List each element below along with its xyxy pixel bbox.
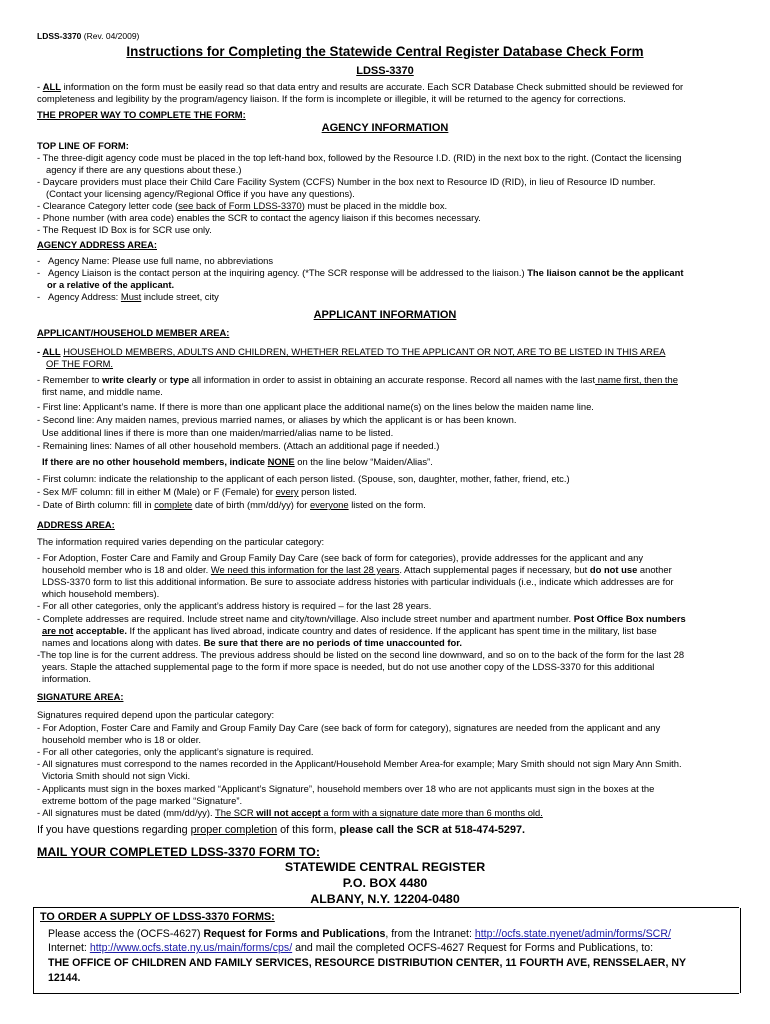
agency-address-2c: or a relative of the applicant. (47, 279, 175, 290)
household-1-text: HOUSEHOLD MEMBERS, ADULTS AND CHILDREN, WHETHER RELATED TO THE APPLICANT OR NOT, ARE TO BE LISTED IN THIS AREA (63, 346, 666, 357)
mail-heading: MAIL YOUR COMPLETED LDSS-3370 FORM TO: (37, 845, 320, 859)
address-1c: LDSS-3370 form to list this additional information. Be sure to associate address histories with particular individuals (i.e., indicate which addresses are for (42, 576, 674, 587)
order-heading: TO ORDER A SUPPLY OF LDSS-3370 FORMS: (40, 911, 275, 923)
address-1d: which household members). (42, 588, 160, 599)
address-4b: years. Staple the attached supplemental page to the form if more space is needed, but do not use another copy of the LDSS-3370 for this additional (42, 661, 655, 672)
agency-item-3-underline: see back of Form LDSS-3370 (178, 200, 302, 211)
household-2e: all information in order to assist in obtaining an accurate response. Record all names with the last (189, 374, 596, 385)
household-2a: - Remember to (37, 374, 103, 385)
address-3-are-not: are not (42, 625, 74, 636)
intro-text-1: information on the form must be easily read so that data entry and results are accurate. Each SCR Database Check submitted should be reviewed for (63, 81, 684, 92)
questions-phone: please call the SCR at 518-474-5297. (339, 824, 525, 836)
order-1c: , from the Intranet: (385, 928, 475, 940)
mail-line-2: P.O. BOX 4480 (342, 876, 428, 890)
revision: (Rev. 04/2009) (83, 31, 140, 41)
page-title: Instructions for Completing the Statewide Central Register Database Check Form (126, 44, 644, 59)
top-line-heading: TOP LINE OF FORM: (37, 140, 129, 151)
order-line-3: THE OFFICE OF CHILDREN AND FAMILY SERVICES, RESOURCE DISTRIBUTION CENTER, 11 FOURTH AVE, RENSSELAER, NY (48, 957, 687, 969)
address-3-no-gaps: Be sure that there are no periods of time unaccounted for. (203, 637, 462, 648)
agency-item-4: - Phone number (with area code) enables the SCR to contact the agency liaison if this becomes necessary. (37, 212, 481, 223)
address-1b-c: . Attach supplemental pages if necessary, but (399, 564, 590, 575)
order-box-bottom-rule (33, 993, 739, 994)
order-request-form: Request for Forms and Publications (203, 928, 386, 940)
order-2c: and mail the completed OCFS-4627 Request for Forms and Publications, to: (292, 942, 654, 954)
signature-2: - For all other categories, only the applicant’s signature is required. (37, 746, 314, 757)
household-1: - ALL HOUSEHOLD MEMBERS, ADULTS AND CHILDREN, WHETHER RELATED TO THE APPLICANT OR NOT, ARE TO BE LISTED IN THIS AREA (37, 346, 666, 357)
household-6-none: NONE (267, 456, 295, 467)
page-subtitle: LDSS-3370 (356, 65, 414, 77)
household-2 (37, 374, 678, 386)
household-heading: APPLICANT/HOUSEHOLD MEMBER AREA: (37, 327, 230, 338)
agency-item-1b: agency if there are any questions about these.) (46, 164, 242, 175)
household-6 (42, 456, 433, 468)
address-4c: information. (42, 673, 91, 684)
agency-item-1: - The three-digit agency code must be placed in the top left-hand box, followed by the Resource I.D. (RID) in the next box to the right. (Contact the licensing (37, 152, 682, 163)
intro-all: ALL (42, 81, 61, 92)
household-2b: write clearly (102, 374, 157, 385)
household-7: - First column: indicate the relationship to the applicant of each person listed. (Spouse, son, daughter, mother, father, friend, etc.) (37, 473, 570, 484)
address-3-po-box: Post Office Box numbers (573, 613, 686, 624)
agency-address-heading: AGENCY ADDRESS AREA: (37, 239, 157, 250)
agency-heading: AGENCY INFORMATION (321, 122, 449, 134)
agency-address-3a: Agency Address: (47, 291, 121, 302)
household-9-everyone: everyone (310, 499, 349, 510)
household-8c: person listed. (298, 486, 357, 497)
order-1a: Please access the (OCFS-4627) (48, 928, 204, 940)
agency-item-5: - The Request ID Box is for SCR use only. (37, 224, 212, 235)
household-1-all: ALL (42, 346, 61, 357)
signature-4: - Applicants must sign in the boxes marked “Applicant’s Signature”, household members over 18 who are not applicants must sign in the boxes at the (37, 783, 655, 794)
agency-item-4-text: Phone number (with area code) enables the SCR to contact the agency liaison if this becomes necessary. (42, 212, 481, 223)
signature-1b: household member who is 18 or older. (42, 734, 201, 745)
intro-line-1: - ALL information on the form must be easily read so that data entry and results are accurate. Each SCR Database Check submitted should be reviewed for (37, 81, 684, 92)
intranet-link[interactable]: http://ocfs.state.nyenet/admin/forms/SCR/ (474, 928, 671, 940)
household-2d: type (169, 374, 190, 385)
address-heading: ADDRESS AREA: (37, 519, 115, 530)
agency-item-3: - Clearance Category letter code (see back of Form LDSS-3370) must be placed in the middle box. (37, 200, 448, 211)
household-9a: - Date of Birth column: fill in (37, 499, 155, 510)
household-5: - Remaining lines: Names of all other household members. (Attach an additional page if needed.) (37, 440, 440, 451)
signature-3: - All signatures must correspond to the names recorded in the Applicant/Household Member Area-for example; Mary Smith should not sign Mary Ann Smith. (37, 758, 682, 769)
address-1b-e: another (637, 564, 672, 575)
questions-3: of this form, (277, 824, 340, 836)
signature-5c: a form with a signature date more than 6 months old. (320, 807, 543, 818)
agency-item-1-text: The three-digit agency code must be placed in the top left-hand box, followed by the Resource I.D. (RID) in the next box to the right. (Contact the licensing (42, 152, 682, 163)
agency-address-1-text: Agency Name: Please use full name, no abbreviations (47, 255, 274, 266)
signature-5 (37, 807, 543, 819)
signature-3b: Victoria Smith should not sign Vicki. (42, 770, 191, 781)
mail-line-3: ALBANY, N.Y. 12204-0480 (310, 892, 460, 906)
household-8-every: every (275, 486, 299, 497)
agency-address-1: - Agency Name: Please use full name, no abbreviations (37, 255, 274, 266)
household-9 (37, 499, 426, 511)
household-4: - Second line: Any maiden names, previous married names, or aliases by which the applicant is or has been known. (37, 414, 517, 425)
household-8a: - Sex M/F column: fill in either M (Male) or F (Female) for (37, 486, 276, 497)
intro-line-2: completeness and legibility by the program/agency liaison. If the form is incomplete or illegible, it will be returned to the agency for corrections. (37, 93, 626, 104)
household-2c: or (156, 374, 170, 385)
household-1b: OF THE FORM. (46, 358, 114, 369)
address-1b-do-not-use: do not use (589, 564, 638, 575)
household-9-complete: complete (154, 499, 193, 510)
signature-heading: SIGNATURE AREA: (37, 691, 124, 702)
agency-item-2: - Daycare providers must place their Child Care Facility System (CCFS) Number in the box next to Resource ID (RID), in lieu of Resource ID number. (37, 176, 656, 187)
proper-way-heading: THE PROPER WAY TO COMPLETE THE FORM: (37, 109, 246, 120)
agency-item-2-text: Daycare providers must place their Child Care Facility System (CCFS) Number in the box next to Resource ID (RID), in lieu of Resource ID number. (42, 176, 656, 187)
signature-intro: Signatures required depend upon the particular category: (37, 709, 275, 720)
agency-item-3a: Clearance Category letter code ( (42, 200, 179, 211)
agency-item-2b: (Contact your licensing agency/Regional Office if you have any questions). (46, 188, 355, 199)
order-2a: Internet: (48, 942, 90, 954)
household-4b: Use additional lines if there is more than one maiden/married/alias name to be listed. (42, 427, 394, 438)
order-line-2 (48, 942, 653, 955)
household-8 (37, 486, 357, 498)
address-1: - For Adoption, Foster Care and Family and Group Family Day Care (see back of form for categories), provide addresses for the applicant and any (37, 552, 644, 563)
questions-line (37, 824, 525, 837)
household-2f: name first, then the (595, 374, 678, 385)
address-1b (42, 564, 672, 576)
address-3a: - Complete addresses are required. Include street name and city/town/village. Also include street number and apartment number. (37, 613, 574, 624)
applicant-heading: APPLICANT INFORMATION (313, 309, 457, 321)
address-1b-a: household member who is 18 and older. (42, 564, 211, 575)
agency-item-5-text: The Request ID Box is for SCR use only. (42, 224, 212, 235)
agency-address-2-text: Agency Liaison is the contact person at the inquiring agency. (*The SCR response will be addressed to the liaison.) (47, 267, 525, 278)
household-6a: If there are no other household members, indicate (42, 456, 268, 467)
household-2g: first name, and middle name. (42, 386, 163, 397)
signature-5-will-not-accept: will not accept (256, 807, 321, 818)
household-3: - First line: Applicant’s name. If there is more than one applicant place the additional name(s) on the lines below the maiden name line. (37, 401, 594, 412)
address-3e: If the applicant has lived abroad, indicate country and dates of residence. If the applicant has spent time in the military, list base (126, 625, 657, 636)
address-3-cont (42, 625, 657, 637)
signature-5-scr: The SCR (215, 807, 257, 818)
signature-1: - For Adoption, Foster Care and Family and Group Family Day Care (see back of form for category), signatures are needed from the applicant and any (37, 722, 661, 733)
address-1b-underline: We need this information for the last 28 years (210, 564, 400, 575)
agency-item-3c: ) must be placed in the middle box. (301, 200, 448, 211)
signature-4b: extreme bottom of the page marked “Signature”. (42, 795, 243, 806)
internet-link[interactable]: http://www.ocfs.state.ny.us/main/forms/cps/ (89, 942, 293, 954)
agency-address-2: - Agency Liaison is the contact person at the inquiring agency. (*The SCR response will be addressed to the liaison.) The liaison cannot be the applicant (37, 267, 684, 278)
mail-line-1: STATEWIDE CENTRAL REGISTER (284, 860, 486, 874)
signature-5-underlined (215, 807, 543, 818)
signature-5a: - All signatures must be dated (mm/dd/yy). (37, 807, 216, 818)
address-3-end (42, 637, 462, 649)
order-line-4: 12144. (48, 972, 81, 984)
agency-address-3c: include street, city (141, 291, 219, 302)
questions-1: If you have questions regarding (37, 824, 191, 836)
form-code-line (37, 31, 139, 43)
form-code: LDSS-3370 (37, 31, 82, 41)
household-9e: listed on the form. (348, 499, 426, 510)
household-6c: on the line below “Maiden/Alias”. (294, 456, 433, 467)
address-3f: names and locations along with dates. (42, 637, 204, 648)
questions-proper-completion: proper completion (190, 824, 278, 836)
address-intro: The information required varies depending on the particular category: (37, 536, 325, 547)
address-4: -The top line is for the current address. The previous address should be listed on the second line downward, and so on to the back of the form for the last 28 (37, 649, 685, 660)
household-9c: date of birth (mm/dd/yy) for (192, 499, 311, 510)
address-3-acceptable: acceptable. (73, 625, 127, 636)
address-3 (37, 613, 686, 625)
agency-address-3-must: Must (120, 291, 142, 302)
address-2: - For all other categories, only the applicant’s address history is required – for the last 28 years. (37, 600, 432, 611)
order-line-1 (48, 928, 671, 941)
agency-address-2-bold: The liaison cannot be the applicant (527, 267, 684, 278)
agency-address-3: - Agency Address: Must include street, city (37, 291, 219, 302)
